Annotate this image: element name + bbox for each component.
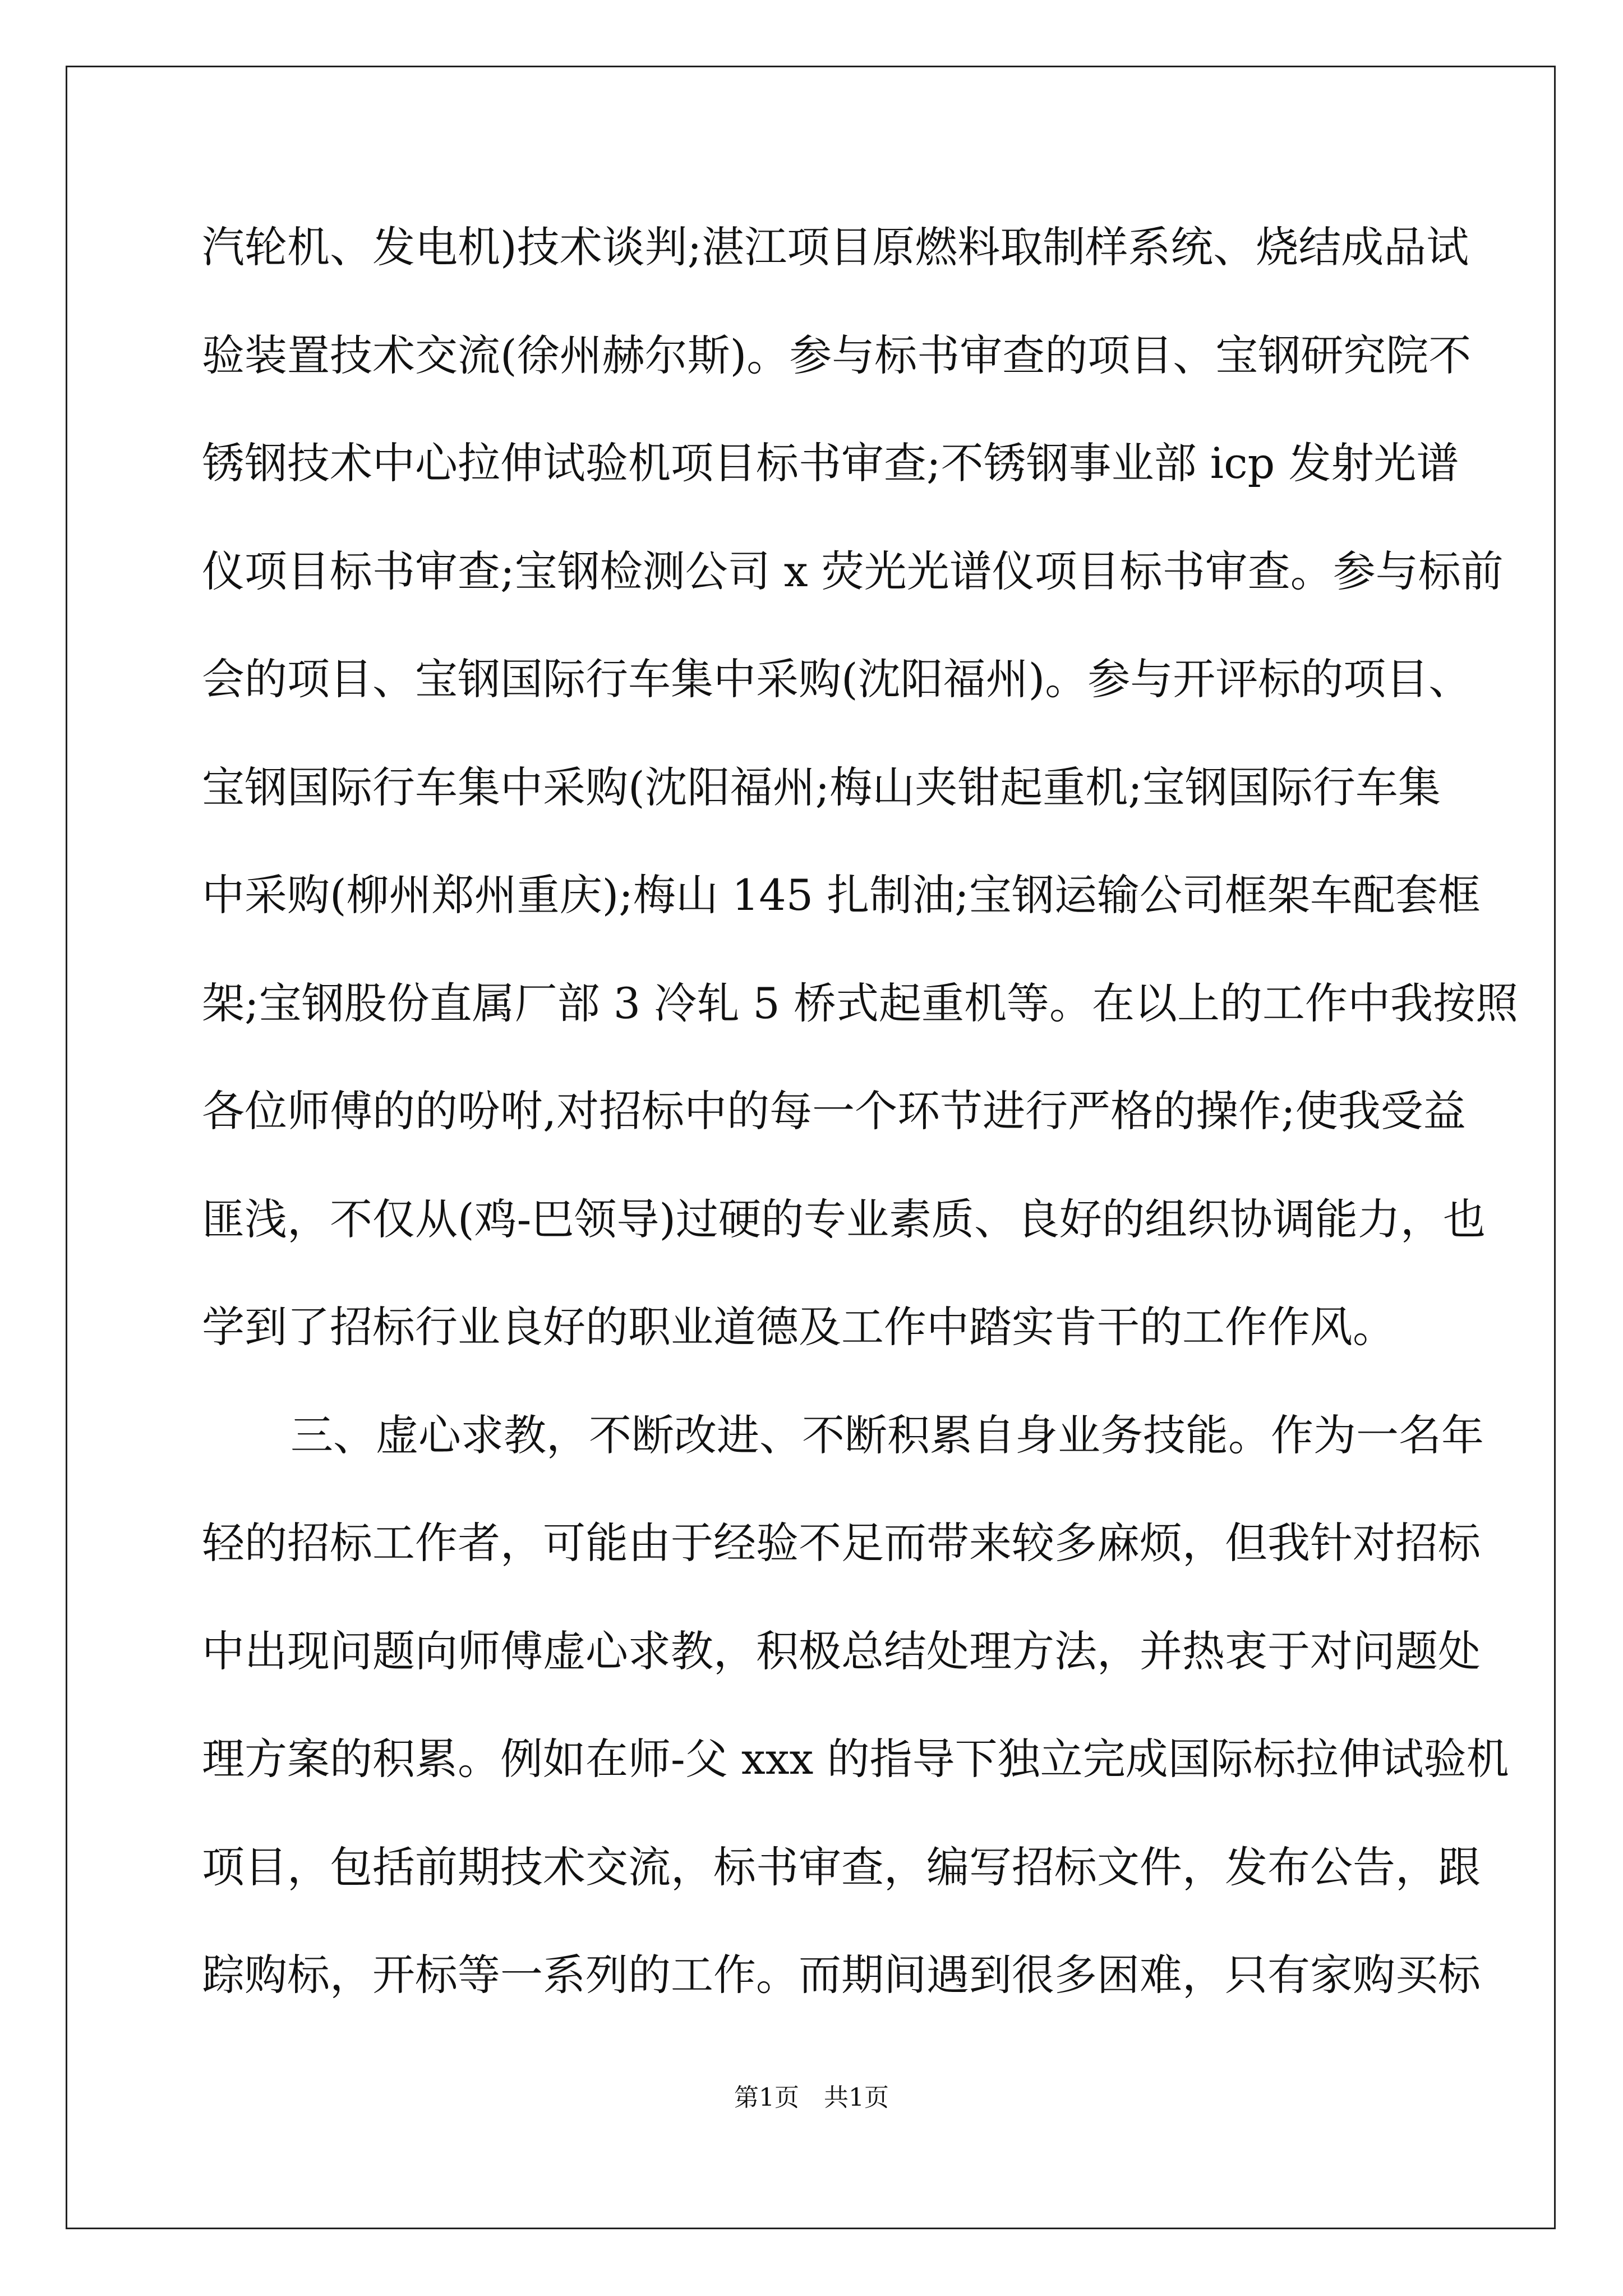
text-line: 中采购(柳州郑州重庆);梅山 145 扎制油;宝钢运输公司框架车配套框 xyxy=(202,870,1481,920)
document-body xyxy=(202,194,1518,2030)
text-line: 轻的招标工作者，可能由于经验不足而带来较多麻烦，但我针对招标 xyxy=(202,1518,1481,1568)
text-line-paragraph-start: 三、虚心求教，不断改进、不断积累自身业务技能。作为一名年 xyxy=(291,1410,1484,1460)
text-line: 各位师傅的的吩咐,对招标中的每一个环节进行严格的操作;使我受益 xyxy=(202,1086,1466,1136)
text-line: 踪购标，开标等一系列的工作。而期间遇到很多困难，只有家购买标 xyxy=(202,1950,1481,2000)
text-line: 学到了招标行业良好的职业道德及工作中踏实肯干的工作作风。 xyxy=(202,1302,1395,1352)
page-number-footer: 第1页 共1页 xyxy=(734,2083,889,2112)
text-line: 匪浅，不仅从(鸡-巴领导)过硬的专业素质、良好的组织协调能力，也 xyxy=(202,1194,1486,1244)
text-line: 项目，包括前期技术交流，标书审查，编写招标文件，发布公告，跟 xyxy=(202,1842,1481,1892)
text-line: 汽轮机、发电机)技术谈判;湛江项目原燃料取制样系统、烧结成品试 xyxy=(202,222,1469,272)
text-line: 仪项目标书审查;宝钢检测公司 x 荧光光谱仪项目标书审查。参与标前 xyxy=(202,546,1504,596)
text-line: 宝钢国际行车集中采购(沈阳福州;梅山夹钳起重机;宝钢国际行车集 xyxy=(202,762,1441,812)
text-line: 锈钢技术中心拉伸试验机项目标书审查;不锈钢事业部 icp 发射光谱 xyxy=(202,438,1459,488)
text-line: 验装置技术交流(徐州赫尔斯)。参与标书审查的项目、宝钢研究院不 xyxy=(202,330,1472,380)
text-line: 中出现问题向师傅虚心求教，积极总结处理方法，并热衷于对问题处 xyxy=(202,1626,1481,1676)
text-line: 架;宝钢股份直属厂部 3 冷轧 5 桥式起重机等。在以上的工作中我按照 xyxy=(202,978,1518,1028)
text-line: 理方案的积累。例如在师-父 xxx 的指导下独立完成国际标拉伸试验机 xyxy=(202,1734,1509,1784)
text-line: 会的项目、宝钢国际行车集中采购(沈阳福州)。参与开评标的项目、 xyxy=(202,654,1472,704)
